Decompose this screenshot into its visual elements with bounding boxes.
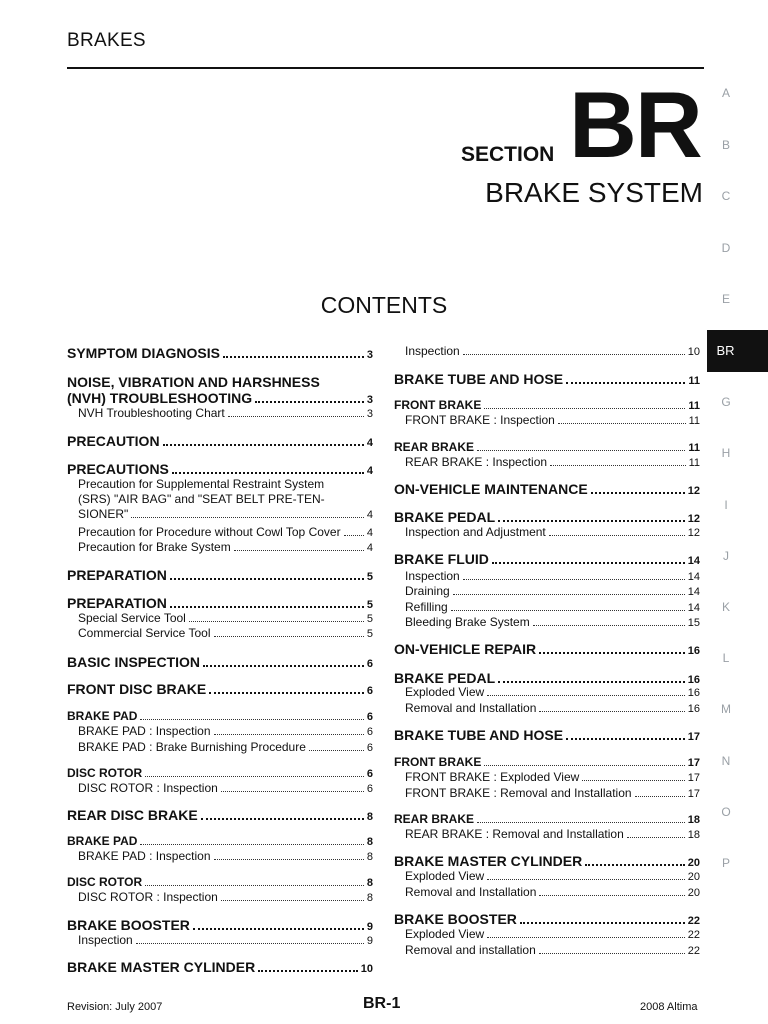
toc-page-number: 14	[687, 586, 700, 598]
dot-leader	[145, 776, 364, 777]
sidebar-tab-label: D	[721, 241, 731, 255]
toc-page-number: 16	[687, 687, 700, 699]
dot-leader	[463, 354, 685, 355]
dot-leader	[566, 738, 685, 740]
toc-page-number: 4	[366, 527, 373, 539]
toc-page-number: 6	[366, 685, 373, 697]
toc-entry-title: BRAKE PAD	[67, 709, 138, 723]
toc-entry[interactable]	[394, 853, 700, 870]
manual-header-title: BRAKES	[67, 30, 146, 51]
toc-entry[interactable]	[67, 567, 373, 584]
toc-entry-title: Removal and Installation	[405, 701, 537, 715]
sidebar-tab-label: A	[721, 86, 730, 100]
toc-entry[interactable]	[67, 461, 373, 478]
dot-leader	[221, 791, 364, 792]
toc-entry[interactable]	[67, 959, 373, 976]
toc-page-number: 3	[366, 394, 373, 406]
toc-entry-title: BRAKE PAD : Inspection	[78, 724, 211, 738]
toc-entry-title: REAR BRAKE : Inspection	[405, 455, 548, 469]
dot-leader	[136, 943, 364, 944]
toc-entry[interactable]	[78, 849, 373, 863]
toc-entry[interactable]	[405, 701, 700, 715]
toc-entry[interactable]	[394, 371, 700, 388]
toc-entry-title: Precaution for Procedure without Cowl Top Cover	[78, 525, 341, 539]
toc-entry-title: BRAKE FLUID	[394, 551, 489, 567]
toc-page-number: 6	[366, 742, 373, 754]
toc-entry-title: Precaution for Brake System	[78, 540, 231, 554]
dot-leader	[498, 681, 685, 683]
toc-entry[interactable]	[67, 834, 373, 848]
toc-entry[interactable]	[67, 433, 373, 450]
toc-entry-title-line: Precaution for Supplemental Restraint System	[78, 477, 325, 491]
toc-entry-title: Commercial Service Tool	[78, 626, 211, 640]
toc-page-number: 16	[687, 703, 700, 715]
dot-leader	[463, 579, 685, 580]
dot-leader	[145, 885, 364, 886]
toc-page-number: 14	[687, 602, 700, 614]
toc-entry-title: Exploded View	[405, 927, 485, 941]
toc-entry[interactable]	[67, 654, 373, 671]
toc-entry-title: Inspection	[405, 344, 460, 358]
toc-page-number: 8	[366, 851, 373, 863]
toc-entry-title: PRECAUTION	[67, 433, 160, 449]
toc-page-number: 9	[366, 935, 373, 947]
toc-page-number: 20	[687, 871, 700, 883]
dot-leader	[258, 970, 358, 972]
toc-entry-title-line: NOISE, VIBRATION AND HARSHNESS	[67, 374, 320, 390]
toc-entry-title: BASIC INSPECTION	[67, 654, 201, 670]
footer-revision: Revision: July 2007	[67, 1001, 163, 1013]
toc-page-number: 8	[366, 811, 373, 823]
toc-entry[interactable]	[67, 595, 373, 612]
toc-entry-title: Exploded View	[405, 869, 485, 883]
toc-page-number: 12	[687, 485, 700, 497]
sidebar-tab-m[interactable]	[707, 702, 745, 716]
toc-entry-title: BRAKE BOOSTER	[394, 911, 517, 927]
dot-leader	[539, 652, 685, 654]
toc-page-number: 14	[687, 555, 700, 567]
sidebar-tab-b[interactable]	[707, 138, 745, 152]
dot-leader	[140, 719, 363, 720]
dot-leader	[539, 895, 684, 896]
toc-page-number: 8	[366, 892, 373, 904]
toc-entry[interactable]	[394, 551, 700, 568]
toc-page-number: 6	[366, 768, 373, 780]
dot-leader	[170, 606, 364, 608]
toc-entry-title: REAR BRAKE	[394, 812, 475, 826]
toc-entry[interactable]	[405, 869, 700, 883]
sidebar-tab-label: G	[721, 395, 731, 409]
section-code: BR	[569, 72, 701, 177]
toc-entry-title: ON-VEHICLE REPAIR	[394, 641, 537, 657]
dot-leader	[309, 750, 364, 751]
contents-heading: CONTENTS	[320, 292, 448, 318]
toc-entry[interactable]	[78, 507, 373, 521]
sidebar-tab-label: N	[721, 754, 731, 768]
toc-page-number: 5	[366, 599, 373, 611]
toc-page-number: 12	[687, 527, 700, 539]
toc-entry[interactable]	[67, 709, 373, 723]
toc-entry[interactable]	[78, 933, 373, 947]
toc-page-number: 16	[687, 645, 700, 657]
section-name: BRAKE SYSTEM	[485, 177, 703, 208]
dot-leader	[566, 382, 685, 384]
toc-entry[interactable]	[67, 766, 373, 780]
toc-entry-title: PREPARATION	[67, 567, 167, 583]
sidebar-tab-j[interactable]	[707, 549, 745, 563]
dot-leader	[591, 492, 685, 494]
toc-page-number: 6	[366, 658, 373, 670]
sidebar-tab-label: B	[721, 138, 730, 152]
toc-entry[interactable]	[394, 727, 700, 744]
toc-entry-title: PRECAUTIONS	[67, 461, 169, 477]
toc-entry[interactable]	[78, 626, 373, 640]
toc-entry[interactable]	[78, 540, 373, 554]
toc-entry-title: REAR BRAKE	[394, 440, 475, 454]
toc-entry-title: Special Service Tool	[78, 611, 186, 625]
toc-page-number: 3	[366, 349, 373, 361]
dot-leader	[627, 837, 685, 838]
dot-leader	[539, 953, 685, 954]
sidebar-tab-label: BR	[716, 343, 735, 358]
dot-leader	[498, 520, 685, 522]
dot-leader	[539, 711, 684, 712]
toc-entry[interactable]	[394, 509, 700, 526]
toc-page-number: 5	[366, 628, 373, 640]
dot-leader	[487, 879, 685, 880]
toc-entry-title: REAR DISC BRAKE	[67, 807, 198, 823]
sidebar-tab-label: L	[722, 651, 730, 665]
sidebar-tab-label: C	[721, 189, 731, 203]
toc-entry[interactable]	[394, 481, 700, 498]
toc-entry-title: BRAKE MASTER CYLINDER	[67, 959, 256, 975]
toc-page-number: 4	[366, 465, 373, 477]
toc-page-number: 11	[688, 400, 700, 412]
sidebar-tab-label: J	[723, 549, 729, 563]
toc-page-number: 4	[366, 437, 373, 449]
toc-entry-title: Draining	[405, 584, 450, 598]
section-index-sidebar	[707, 0, 768, 1024]
toc-entry-title: Exploded View	[405, 685, 485, 699]
toc-page-number: 4	[366, 509, 373, 521]
dot-leader	[344, 535, 364, 536]
sidebar-tab-label: P	[721, 856, 730, 870]
toc-entry[interactable]	[405, 827, 700, 841]
toc-entry[interactable]	[405, 786, 700, 800]
toc-entry-title: Inspection	[405, 569, 460, 583]
toc-entry[interactable]	[67, 681, 373, 698]
toc-entry[interactable]	[67, 807, 373, 824]
sidebar-tab-g[interactable]	[707, 395, 745, 409]
dot-leader	[221, 900, 364, 901]
toc-page-number: 22	[687, 915, 700, 927]
dot-leader	[477, 822, 685, 823]
toc-entry-title: (NVH) TROUBLESHOOTING	[67, 390, 253, 406]
dot-leader	[477, 450, 685, 451]
toc-entry-title: DISC ROTOR : Inspection	[78, 781, 218, 795]
footer-page-number: BR-1	[363, 995, 401, 1012]
toc-entry[interactable]	[405, 413, 700, 427]
toc-page-number: 10	[360, 963, 373, 975]
toc-entry-title: Inspection and Adjustment	[405, 525, 546, 539]
toc-entry[interactable]	[78, 525, 373, 539]
toc-entry-title: DISC ROTOR : Inspection	[78, 890, 218, 904]
section-label: SECTION	[461, 143, 555, 166]
dot-leader	[635, 796, 685, 797]
toc-entry-title: BRAKE PEDAL	[394, 670, 496, 686]
toc-page-number: 8	[366, 877, 373, 889]
toc-entry[interactable]	[78, 611, 373, 625]
toc-entry-title: Refilling	[405, 600, 448, 614]
toc-page-number: 4	[366, 542, 373, 554]
dot-leader	[209, 692, 364, 694]
toc-entry-title: DISC ROTOR	[67, 875, 143, 889]
toc-entry[interactable]	[405, 927, 700, 941]
toc-entry-title: NVH Troubleshooting Chart	[78, 406, 225, 420]
toc-entry[interactable]	[394, 398, 700, 412]
toc-page-number: 11	[688, 457, 700, 469]
toc-entry[interactable]	[405, 600, 700, 614]
dot-leader	[172, 472, 364, 474]
sidebar-tab-n[interactable]	[707, 754, 745, 768]
dot-leader	[223, 356, 364, 358]
toc-page-number: 17	[687, 788, 700, 800]
toc-page-number: 5	[366, 571, 373, 583]
toc-entry[interactable]	[394, 911, 700, 928]
toc-page-number: 22	[687, 929, 700, 941]
dot-leader	[234, 550, 364, 551]
toc-page-number: 17	[687, 731, 700, 743]
toc-entry[interactable]	[405, 770, 700, 784]
sidebar-tab-k[interactable]	[707, 600, 745, 614]
toc-entry-title: BRAKE BOOSTER	[67, 917, 190, 933]
toc-entry-title: BRAKE PEDAL	[394, 509, 496, 525]
toc-entry-title: BRAKE PAD : Inspection	[78, 849, 211, 863]
toc-page-number: 11	[688, 442, 700, 454]
dot-leader	[492, 562, 685, 564]
toc-page-number: 17	[687, 757, 700, 769]
dot-leader	[487, 695, 685, 696]
toc-entry-title: BRAKE PAD : Brake Burnishing Procedure	[78, 740, 306, 754]
toc-entry-title: FRONT BRAKE	[394, 398, 482, 412]
toc-entry-title: Inspection	[78, 933, 133, 947]
toc-page-number: 8	[366, 836, 373, 848]
toc-entry[interactable]	[394, 641, 700, 658]
toc-page-number: 20	[687, 887, 700, 899]
dot-leader	[170, 578, 364, 580]
sidebar-tab-label: M	[721, 702, 731, 716]
toc-entry[interactable]	[405, 584, 700, 598]
toc-entry-title: BRAKE PAD	[67, 834, 138, 848]
toc-entry[interactable]	[67, 345, 373, 362]
dot-leader	[201, 818, 364, 820]
toc-page-number: 17	[687, 772, 700, 784]
dot-leader	[453, 594, 685, 595]
dot-leader	[214, 859, 364, 860]
sidebar-tab-label: O	[721, 805, 731, 819]
toc-entry[interactable]	[67, 917, 373, 934]
toc-entry[interactable]	[67, 875, 373, 889]
dot-leader	[255, 401, 364, 403]
toc-entry[interactable]	[394, 812, 700, 826]
sidebar-tab-label: E	[721, 292, 730, 306]
toc-entry-title: SIONER"	[78, 507, 129, 521]
dot-leader	[549, 535, 685, 536]
dot-leader	[163, 444, 364, 446]
sidebar-tab-label: H	[721, 446, 731, 460]
header-divider	[67, 67, 704, 69]
sidebar-tab-p[interactable]	[707, 856, 745, 870]
sidebar-tab-o[interactable]	[707, 805, 745, 819]
toc-entry[interactable]	[394, 755, 700, 769]
sidebar-tab-a[interactable]	[707, 86, 745, 100]
sidebar-tab-d[interactable]	[707, 241, 745, 255]
sidebar-tab-h[interactable]	[707, 446, 745, 460]
dot-leader	[214, 734, 364, 735]
toc-entry-title: FRONT BRAKE : Inspection	[405, 413, 555, 427]
dot-leader	[550, 465, 686, 466]
footer-model: 2008 Altima	[640, 1001, 698, 1013]
dot-leader	[484, 765, 684, 766]
toc-page-number: 6	[366, 711, 373, 723]
toc-entry[interactable]	[394, 440, 700, 454]
toc-entry-title: FRONT BRAKE : Exploded View	[405, 770, 580, 784]
sidebar-tab-c[interactable]	[707, 189, 745, 203]
toc-entry-title: FRONT BRAKE	[394, 755, 482, 769]
toc-entry-title: SYMPTOM DIAGNOSIS	[67, 345, 220, 361]
toc-entry[interactable]	[78, 724, 373, 738]
toc-entry[interactable]	[405, 615, 700, 629]
toc-page-number: 10	[687, 346, 700, 358]
sidebar-tab-label: I	[724, 498, 728, 512]
dot-leader	[585, 864, 685, 866]
toc-page-number: 16	[687, 674, 700, 686]
toc-entry[interactable]	[405, 569, 700, 583]
toc-page-number: 20	[687, 857, 700, 869]
sidebar-tab-br[interactable]	[707, 330, 768, 372]
dot-leader	[520, 922, 685, 924]
dot-leader	[582, 780, 684, 781]
toc-entry[interactable]	[405, 943, 700, 957]
sidebar-tab-l[interactable]	[707, 651, 745, 665]
toc-entry[interactable]	[78, 740, 373, 754]
dot-leader	[193, 928, 364, 930]
toc-page-number: 14	[687, 571, 700, 583]
toc-entry-title: BRAKE TUBE AND HOSE	[394, 727, 564, 743]
toc-page-number: 15	[687, 617, 700, 629]
toc-entry[interactable]	[78, 890, 373, 904]
toc-entry-title: Bleeding Brake System	[405, 615, 530, 629]
toc-entry[interactable]	[78, 781, 373, 795]
toc-page-number: 11	[688, 415, 700, 427]
dot-leader	[131, 517, 364, 518]
toc-entry-title: ON-VEHICLE MAINTENANCE	[394, 481, 588, 497]
sidebar-tab-i[interactable]	[707, 498, 745, 512]
toc-page-number: 3	[366, 408, 373, 420]
dot-leader	[189, 621, 364, 622]
dot-leader	[140, 844, 363, 845]
toc-entry-title: DISC ROTOR	[67, 766, 143, 780]
sidebar-tab-label: K	[721, 600, 730, 614]
toc-entry-title: FRONT DISC BRAKE	[67, 681, 207, 697]
toc-page-number: 22	[687, 945, 700, 957]
dot-leader	[451, 610, 685, 611]
dot-leader	[484, 408, 685, 409]
toc-page-number: 11	[688, 375, 700, 387]
toc-entry-title: Removal and Installation	[405, 885, 537, 899]
toc-page-number: 6	[366, 726, 373, 738]
toc-page-number: 18	[687, 829, 700, 841]
toc-page-number: 5	[366, 613, 373, 625]
toc-entry-title: Removal and installation	[405, 943, 536, 957]
toc-page-number: 9	[366, 921, 373, 933]
toc-entry-title: PREPARATION	[67, 595, 167, 611]
toc-entry[interactable]	[405, 685, 700, 699]
toc-entry-title: FRONT BRAKE : Removal and Installation	[405, 786, 632, 800]
dot-leader	[533, 625, 685, 626]
toc-entry-title-line: (SRS) "AIR BAG" and "SEAT BELT PRE-TEN-	[78, 492, 325, 506]
toc-entry[interactable]	[405, 344, 700, 358]
dot-leader	[214, 636, 364, 637]
toc-entry[interactable]	[405, 525, 700, 539]
toc-page-number: 6	[366, 783, 373, 795]
dot-leader	[558, 423, 686, 424]
toc-page-number: 18	[687, 814, 700, 826]
toc-entry-title: BRAKE MASTER CYLINDER	[394, 853, 583, 869]
sidebar-tab-e[interactable]	[707, 292, 745, 306]
toc-entry[interactable]	[67, 390, 373, 407]
toc-entry-title: REAR BRAKE : Removal and Installation	[405, 827, 624, 841]
toc-entry[interactable]	[405, 885, 700, 899]
toc-entry[interactable]	[78, 406, 373, 420]
toc-entry[interactable]	[405, 455, 700, 469]
dot-leader	[487, 937, 685, 938]
dot-leader	[203, 665, 364, 667]
toc-entry-title: BRAKE TUBE AND HOSE	[394, 371, 564, 387]
dot-leader	[228, 416, 364, 417]
toc-page-number: 12	[687, 513, 700, 525]
